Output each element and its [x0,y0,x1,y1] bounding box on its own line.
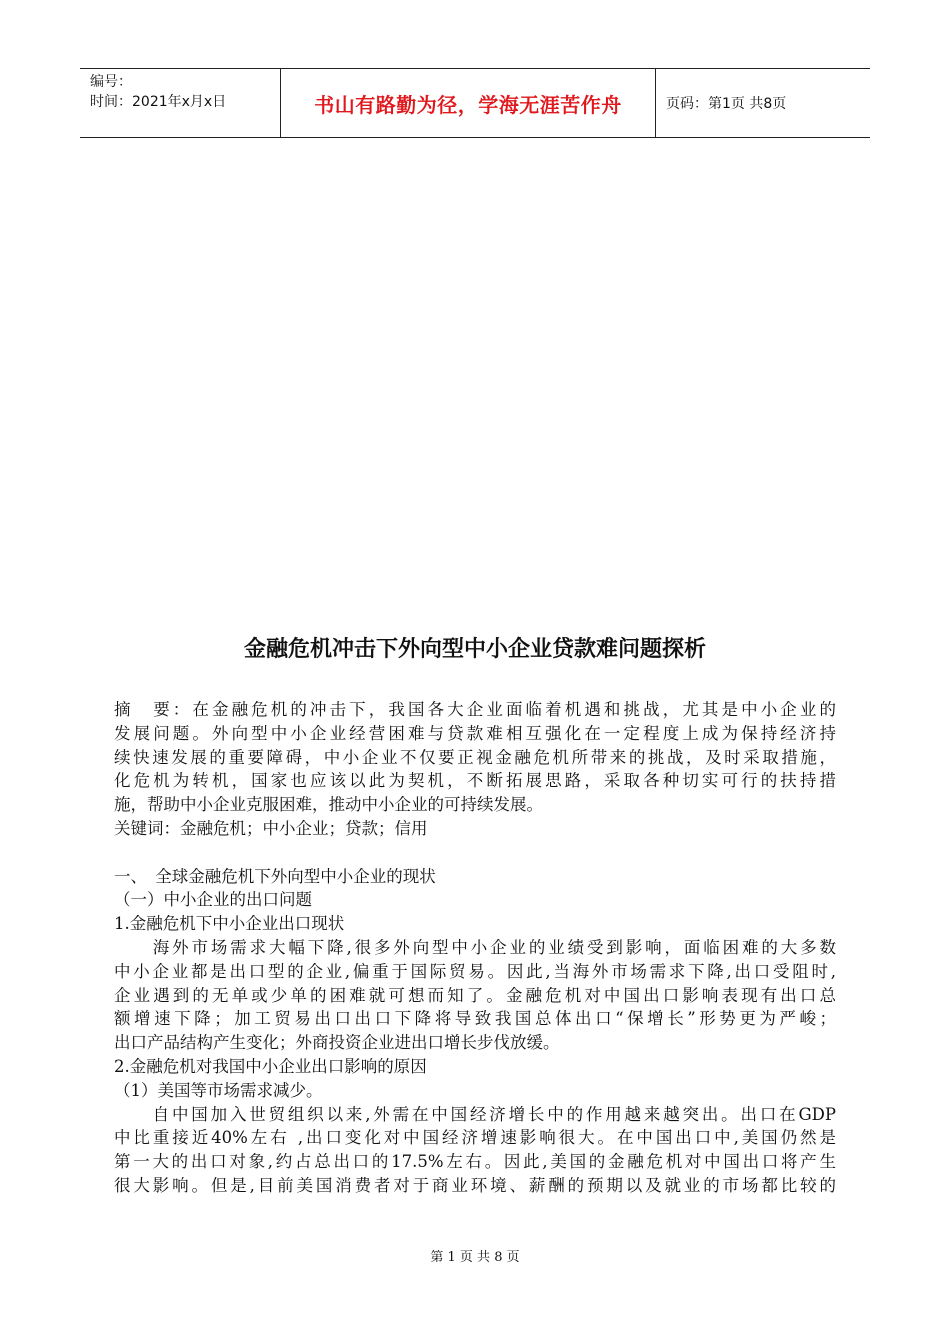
body-line: 续快速发展的重要障碍，中小企业不仅要正视金融危机所带来的挑战，及时采取措施， [114,747,836,767]
body-line: 摘 要：在金融危机的冲击下，我国各大企业面临着机遇和挑战，尤其是中小企业的 [114,700,836,719]
header-meta [80,69,280,137]
body-line: 海外市场需求大幅下降,很多外向型中小企业的业绩受到影响，面临困难的大多数 [114,937,836,957]
body-line: 关键词：金融危机；中小企业；贷款；信用 [114,818,428,838]
body-line: 自中国加入世贸组织以来,外需在中国经济增长中的作用越来越突出。出口在GDP [114,1104,836,1124]
motto-text: 书山有路勤为径，学海无涯苦作舟 [314,92,622,117]
page-info-text: 页码：第1页 共8页 [666,96,787,112]
body-line: 很大影响。但是,目前美国消费者对于商业环境、薪酬的预期以及就业的市场都比较的 [114,1175,836,1195]
body-line: 出口产品结构产生变化；外商投资企业进出口增长步伐放缓。 [114,1033,560,1053]
body-line: （一）中小企业的出口问题 [114,890,312,910]
body-line: 中比重接近40%左右 ,出口变化对中国经济增速影响很大。在中国出口中,美国仍然是 [114,1128,836,1148]
body-line: 额增速下降；加工贸易出口出口下降将导致我国总体出口“保增长”形势更为严峻； [114,1009,836,1029]
body-line: 中小企业都是出口型的企业,偏重于国际贸易。因此,当海外市场需求下降,出口受阻时, [114,961,836,981]
document-body [114,698,836,1198]
body-line: （1）美国等市场需求减少。 [114,1080,323,1100]
page-header [80,68,870,138]
body-line: 1.金融危机下中小企业出口现状 [114,914,345,934]
body-line: 一、 全球金融危机下外向型中小企业的现状 [114,866,436,886]
body-line: 2.金融危机对我国中小企业出口影响的原因 [114,1056,427,1076]
serial-number-label: 编号： [90,74,132,90]
body-line: 化危机为转机，国家也应该以此为契机，不断拓展思路，采取各种切实可行的扶持措 [114,771,836,791]
page-footer: 第 1 页 共 8 页 [430,1250,520,1265]
header-page-info [656,69,870,137]
date-label: 时间：2021年x月x日 [90,94,227,110]
blank-line [114,841,836,865]
body-line: 企业遇到的无单或少单的困难就可想而知了。金融危机对中国出口影响表现有出口总 [114,985,836,1005]
body-line: 第一大的出口对象,约占总出口的17.5%左右。因此,美国的金融危机对中国出口将产生 [114,1152,836,1172]
document-title: 金融危机冲击下外向型中小企业贷款难问题探析 [243,637,706,662]
body-line: 施，帮助中小企业克服困难，推动中小企业的可持续发展。 [114,795,543,815]
body-line: 发展问题。外向型中小企业经营困难与贷款难相互强化在一定程度上成为保持经济持 [114,723,836,743]
header-motto-cell [280,69,656,137]
